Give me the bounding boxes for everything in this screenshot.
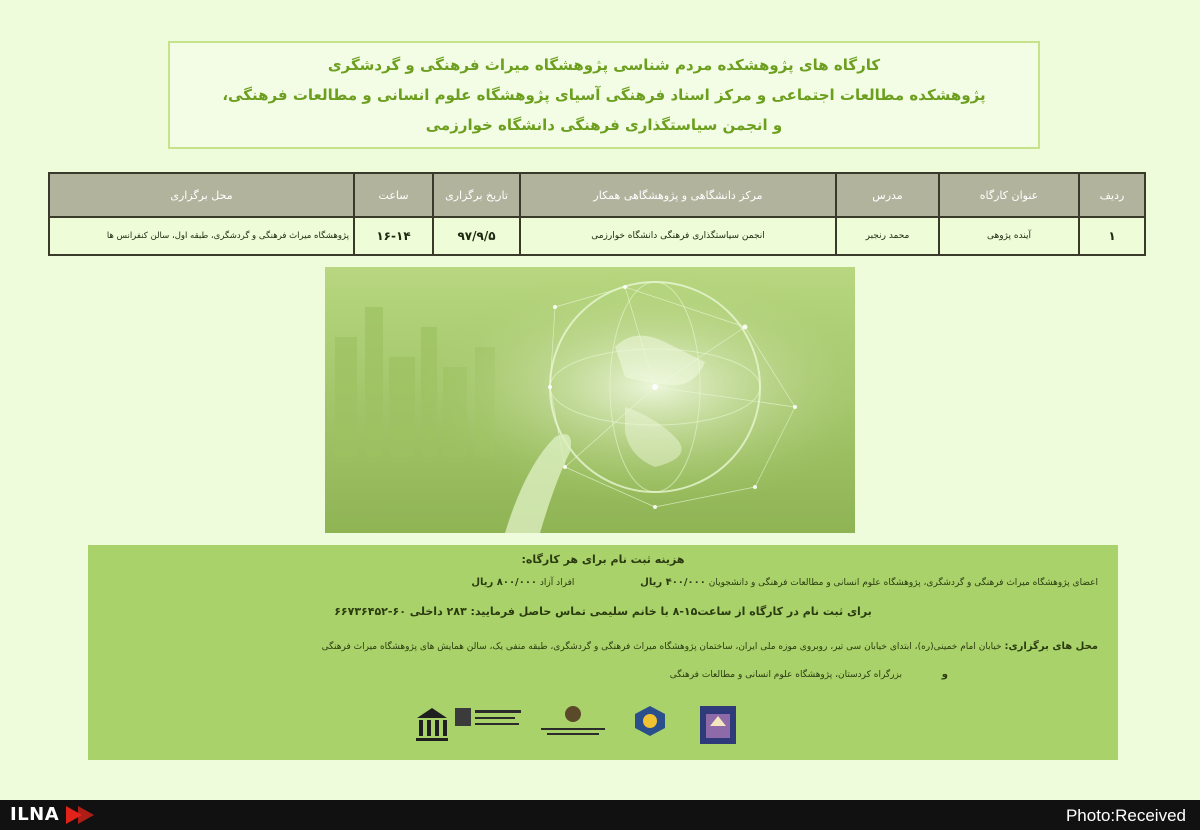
title-line-1: کارگاه های پژوهشکده مردم شناسی پژوهشگاه میراث فرهنگی و گردشگری	[327, 56, 881, 74]
col-header-partner: مرکز دانشگاهی و پژوهشگاهی همکار	[520, 173, 836, 217]
documents-center-logo	[453, 704, 523, 738]
ilna-play-icon	[66, 806, 102, 824]
venues-label: محل های برگزاری:	[1004, 641, 1098, 652]
globe-network-image	[325, 267, 855, 533]
venues-line-2	[108, 669, 1098, 680]
heritage-research-logo	[413, 704, 451, 744]
venue-address-1: خیابان امام خمینی(ره)، ابتدای خیابان سی تیر، روبروی موزه ملی ایران، ساختمان پژوهشگاه میراث فرهنگی و گردشگری، طبقه منفی یک، سالن همایش های پژوهشگاه میراث فرهنگی	[321, 642, 1002, 652]
table-row	[49, 217, 1145, 255]
globe-illustration	[325, 267, 855, 533]
venue-2-prefix: و	[941, 669, 948, 680]
title-line-2: پژوهشکده مطالعات اجتماعی و مرکز اسناد فرهنگی آسیای پژوهشگاه علوم انسانی و مطالعات فرهنگی،	[222, 86, 986, 104]
col-header-time: ساعت	[354, 173, 433, 217]
title-box	[168, 41, 1040, 149]
humanities-institute-logo	[533, 704, 613, 738]
cell-partner: انجمن سیاستگذاری فرهنگی دانشگاه خوارزمی	[520, 217, 836, 255]
title-line-3: و انجمن سیاستگذاری فرهنگی دانشگاه خوارزمی	[425, 116, 783, 134]
ilna-brand: ILNA	[10, 804, 60, 825]
col-header-venue: محل برگزاری	[49, 173, 354, 217]
cell-instructor: محمد رنجبر	[836, 217, 939, 255]
free-label: افراد آزاد	[539, 578, 575, 588]
cell-date: ۹۷/۹/۵	[433, 217, 520, 255]
partner-logos	[88, 700, 1118, 750]
phone-number: ۲۸۳ داخلی ۶۰-۶۶۷۳۶۴۵۲	[334, 605, 467, 618]
workshop-table	[48, 172, 1144, 256]
cell-title: آینده پژوهی	[939, 217, 1079, 255]
fee-title: هزینه ثبت نام برای هر کارگاه:	[521, 553, 685, 566]
col-header-row-no: ردیف	[1079, 173, 1145, 217]
institute-emblem-logo	[698, 704, 738, 746]
free-fee: ۸۰۰/۰۰۰ ریال	[471, 577, 538, 588]
col-header-instructor: مدرس	[836, 173, 939, 217]
register-text: برای ثبت نام در کارگاه از ساعت۱۵-۸ با خانم سلیمی تماس حاصل فرمایید:	[470, 605, 872, 618]
register-line	[108, 605, 1098, 618]
col-header-title: عنوان کارگاه	[939, 173, 1079, 217]
cell-venue: پژوهشگاه میراث فرهنگی و گردشگری، طبقه اول، سالن کنفرانس ها	[49, 217, 354, 255]
bottom-bar	[0, 800, 1200, 830]
photo-credit: Photo:Received	[1065, 806, 1186, 825]
cell-row-no: ۱	[1079, 217, 1145, 255]
col-header-date: تاریخ برگزاری	[433, 173, 520, 217]
fee-line	[108, 577, 1098, 588]
table-header-row	[49, 173, 1145, 217]
members-label: اعضای پژوهشگاه میراث فرهنگی و گردشگری، پژوهشگاه علوم انسانی و مطالعات فرهنگی و دانشجویان	[708, 578, 1098, 588]
cell-time: ۱۶-۱۴	[354, 217, 433, 255]
venue-address-2: بزرگراه کردستان، پژوهشگاه علوم انسانی و مطالعات فرهنگی	[669, 670, 903, 680]
venues-line	[108, 641, 1098, 652]
members-fee: ۴۰۰/۰۰۰ ریال	[640, 577, 706, 588]
research-institute-logo	[633, 704, 667, 738]
